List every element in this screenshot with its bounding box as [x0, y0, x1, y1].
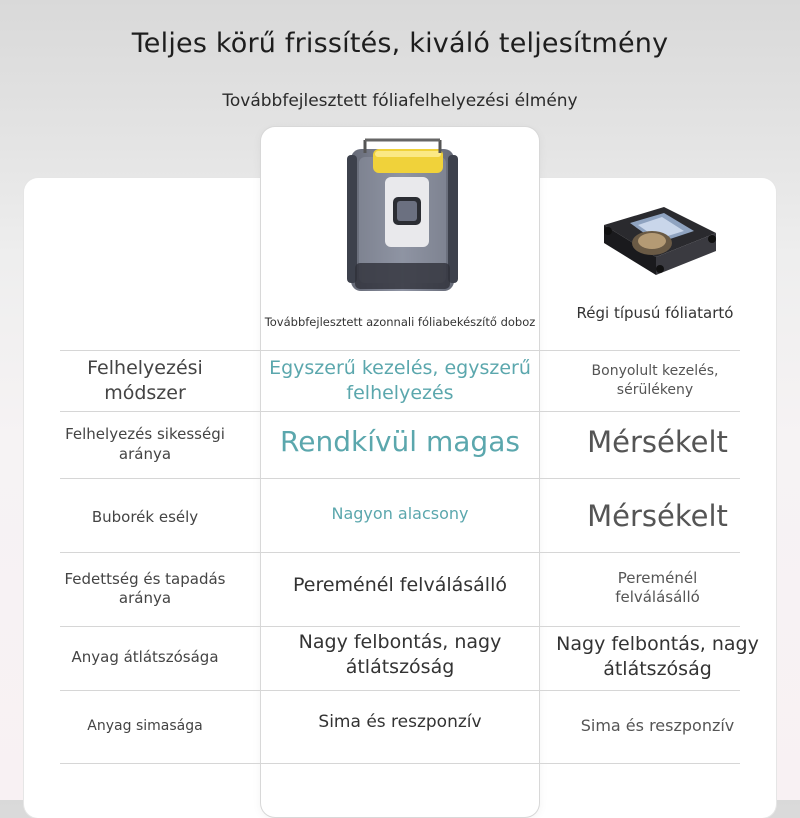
row-label: Felhelyezés sikességi aránya — [65, 425, 225, 463]
old-product-name: Régi típusú fóliatartó — [576, 304, 734, 322]
row-label: Fedettség és tapadás aránya — [64, 569, 226, 607]
old-value: Mérsékelt — [587, 499, 728, 534]
old-value: Bonyolult kezelés, sérülékeny — [591, 363, 719, 398]
row-divider — [60, 763, 740, 764]
old-value: Nagy felbontás, nagy átlátszóság — [556, 633, 759, 680]
old-value: Sima és reszponzív — [580, 716, 735, 736]
film-applicator-box-icon — [345, 135, 460, 297]
old-value: Mérsékelt — [587, 425, 728, 460]
new-value: Egyszerű kezelés, egyszerű felhelyezés — [269, 356, 531, 404]
new-value: Pereménél felválásálló — [293, 573, 507, 596]
new-value: Sima és reszponzív — [318, 711, 482, 732]
new-value: Rendkívül magas — [280, 424, 520, 458]
new-product-image — [345, 135, 460, 297]
new-value: Nagy felbontás, nagy átlátszóság — [298, 631, 502, 678]
old-film-holder-icon — [594, 195, 724, 285]
old-value: Pereménél felválásálló — [615, 568, 700, 606]
row-label: Anyag simasága — [87, 718, 203, 735]
row-label: Anyag átlátszósága — [71, 648, 219, 667]
old-product-image — [594, 195, 724, 285]
new-value: Nagyon alacsony — [331, 503, 469, 523]
page-title: Teljes körű frissítés, kiváló teljesítmény — [131, 28, 669, 59]
page-subtitle: Továbbfejlesztett fóliafelhelyezési élmény — [222, 91, 578, 111]
new-product-name: Továbbfejlesztett azonnali fóliabekészítő doboz — [264, 315, 536, 329]
row-label: Buborék esély — [91, 508, 199, 527]
row-label: Felhelyezési módszer — [87, 356, 203, 404]
